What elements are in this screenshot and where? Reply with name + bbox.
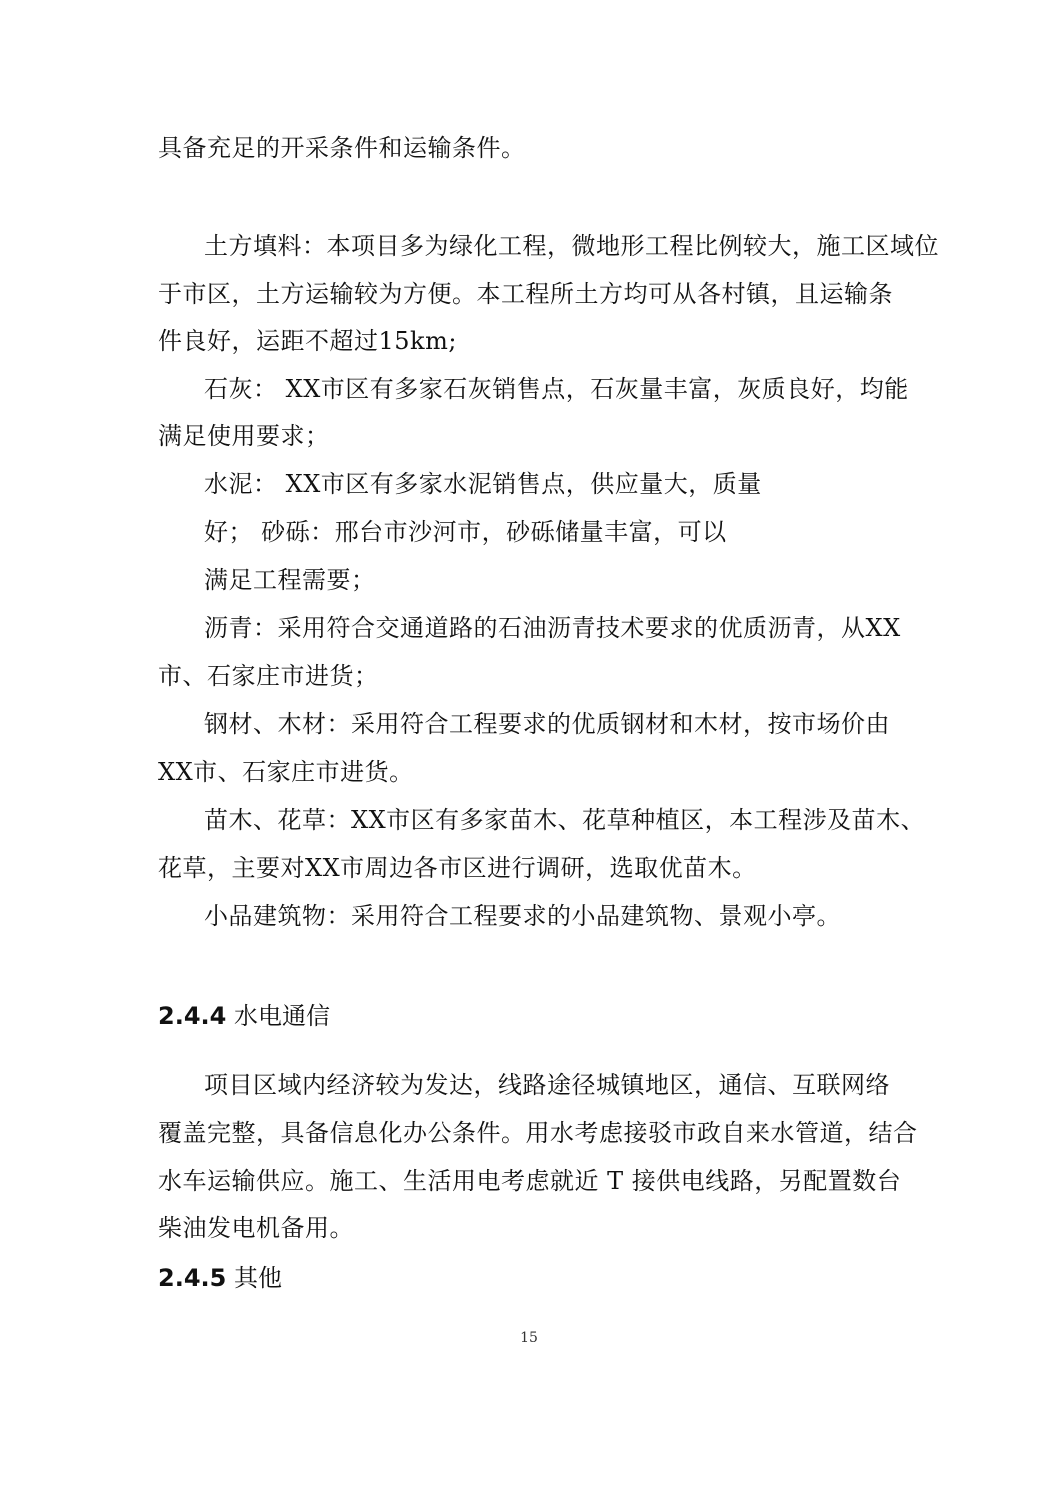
text-line: 苗木、花草：XX市区有多家苗木、花草种植区，本工程涉及苗木、	[204, 806, 926, 834]
section-number: 2.4.4	[158, 1002, 227, 1030]
text-line: 钢材、木材：采用符合工程要求的优质钢材和木材，按市场价由	[204, 710, 890, 738]
text-line: 具备充足的开采条件和运输条件。	[158, 134, 526, 162]
section-title: 其他	[233, 1264, 282, 1292]
text-line: 件良好，运距不超过15km;	[158, 327, 457, 355]
text-line: 小品建筑物：采用符合工程要求的小品建筑物、景观小亭。	[204, 902, 841, 930]
section-number: 2.4.5	[158, 1264, 227, 1292]
text-line: 沥青：采用符合交通道路的石油沥青技术要求的优质沥青，从XX	[204, 614, 901, 642]
text-line: 满足使用要求；	[158, 422, 330, 450]
text-line: 水泥： XX市区有多家水泥销售点，供应量大，质量	[204, 470, 762, 498]
text-line: 于市区，土方运输较为方便。本工程所土方均可从各村镇，且运输条	[158, 280, 893, 308]
text-line: 项目区域内经济较为发达，线路途径城镇地区，通信、互联网络	[204, 1071, 890, 1099]
text-line: 水车运输供应。施工、生活用电考虑就近 T 接供电线路，另配置数台	[158, 1167, 902, 1195]
text-line: 土方填料：本项目多为绿化工程，微地形工程比例较大，施工区域位	[204, 232, 939, 260]
section-title: 水电通信	[233, 1002, 330, 1030]
page-number: 15	[520, 1330, 538, 1346]
section-heading-2-4-5	[158, 1263, 282, 1293]
text-line: 柴油发电机备用。	[158, 1214, 354, 1242]
text-line: 石灰： XX市区有多家石灰销售点，石灰量丰富，灰质良好，均能	[204, 375, 909, 403]
text-line: 花草，主要对XX市周边各市区进行调研，选取优苗木。	[158, 854, 757, 882]
text-line: XX市、石家庄市进货。	[158, 758, 414, 786]
text-line: 覆盖完整，具备信息化办公条件。用水考虑接驳市政自来水管道，结合	[158, 1119, 918, 1147]
text-line: 好； 砂砾：邢台市沙河市，砂砾储量丰富，可以	[204, 518, 727, 546]
text-line: 市、石家庄市进货；	[158, 662, 379, 690]
section-heading-2-4-4	[158, 1001, 330, 1031]
text-line: 满足工程需要；	[204, 566, 376, 594]
